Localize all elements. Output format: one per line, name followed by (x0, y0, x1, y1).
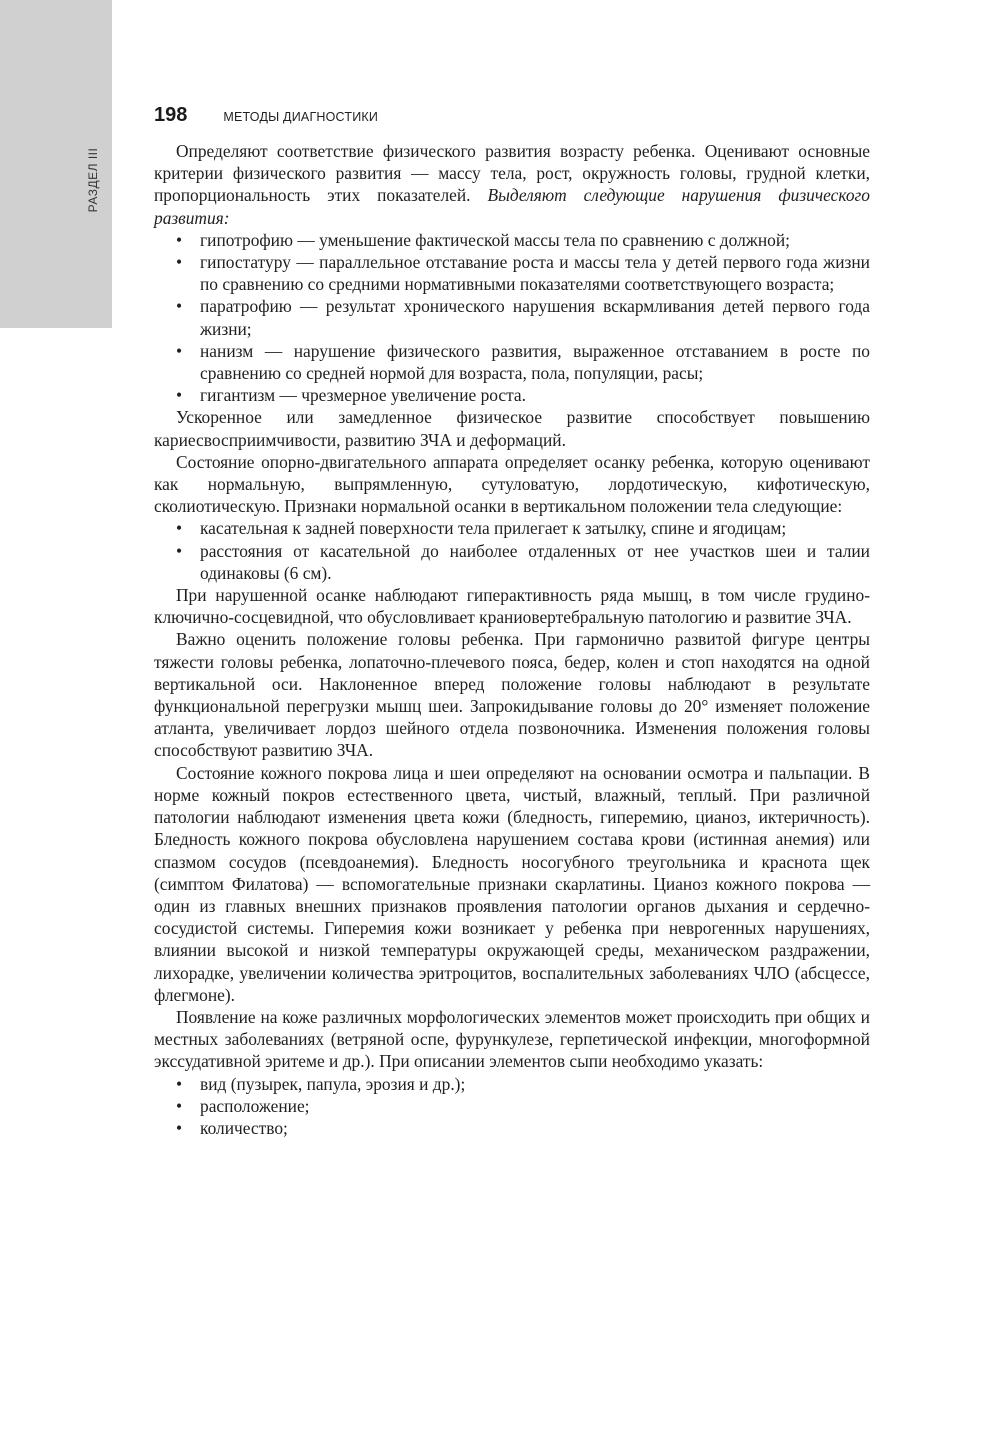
list-item: • расстояния от касательной до наиболее отдаленных от нее участков шеи и талии одинаковы (6 см). (154, 540, 870, 584)
paragraph-skin-condition: Состояние кожного покрова лица и шеи определяют на основании осмотра и пальпации. В норме кожный покров естественного цвета, чистый, влажный, теплый. При различной патологии наблюдают изменения цвета кожи (бледность, гиперемию, цианоз, иктеричность). Бледность кожного покрова обусловлена нарушением состава крови (истинная анемия) или спазмом сосудов (псевдоанемия). Бледность носогубного треугольника и краснота щек (симптом Филатова) — вспомогательные признаки скарлатины. Цианоз кожного покрова — один из главных внешних признаков проявления патологии органов дыхания и сердечно-сосудистой системы. Гиперемия кожи возникает у ребенка при неврогенных нарушениях, влиянии высокой и низкой температуры окружающей среды, механическом раздражении, лихорадке, увеличении количества эритроцитов, воспалительных заболеваниях ЧЛО (абсцессе, флегмоне). (154, 762, 870, 1005)
paragraph-head-position: Важно оценить положение головы ребенка. При гармонично развитой фигуре центры тяжести головы ребенка, лопаточно-плечевого пояса, бедер, колен и стоп находятся на одной вертикальной оси. Наклоненное вперед положение головы наблюдают в результате функциональной перегрузки мышц шеи. Запрокидывание головы до 20° изменяет положение атланта, увеличивает лордоз шейного отдела позвоночника. Изменения положения головы способствуют развитию ЗЧА. (154, 629, 870, 761)
list-item: • касательная к задней поверхности тела прилегает к затылку, спине и ягодицам; (154, 517, 870, 539)
list-posture-signs (154, 517, 870, 584)
paragraph-impaired-posture: При нарушенной осанке наблюдают гиперактивность ряда мышц, в том числе грудино-ключично-сосцевидной, что обусловливает краниовертебральную патологию и развитие ЗЧА. (154, 585, 870, 628)
paragraph-physical-development: Определяют соответствие физического развития возрасту ребенка. Оценивают основные критерии физического развития — массу тела, рост, окружность головы, грудной клетки, пропорциональность этих показателей. Выделяют следующие нарушения физического развития: (154, 141, 870, 228)
list-item: • гипостатуру — параллельное отставание роста и массы тела у детей первого года жизни по сравнению со средними нормативными показателями соответствующего возраста; (154, 251, 870, 295)
body-text (154, 140, 870, 1139)
paragraph-posture: Состояние опорно-двигательного аппарата определяет осанку ребенка, которую оценивают как нормальную, выпрямленную, сутуловатую, лордотическую, кифотическую, сколиотическую. Признаки нормальной осанки в вертикальном положении тела следующие: (154, 451, 870, 517)
list-item: • вид (пузырек, папула, эрозия и др.); (154, 1073, 870, 1095)
list-item: • гигантизм — чрезмерное увеличение роста. (154, 384, 870, 406)
page-number: 198 (154, 104, 188, 126)
list-item: • нанизм — нарушение физического развития, выраженное отставанием в росте по сравнению со средней нормой для возраста, пола, популяции, расы; (154, 340, 870, 384)
running-header (154, 104, 874, 127)
list-development-disorders (154, 229, 870, 407)
section-side-label: РАЗДЕЛ III (86, 147, 100, 213)
paragraph-morphological-elements: Появление на коже различных морфологических элементов может происходить при общих и местных заболеваниях (ветряной оспе, фурункулезе, герпетической инфекции, многоформной экссудативной эритеме и др.). При описании элементов сыпи необходимо указать: (154, 1006, 870, 1072)
paragraph-accelerated-development: Ускоренное или замедленное физическое развитие способствует повышению кариесвосприимчивости, развитию ЗЧА и деформаций. (154, 407, 870, 450)
list-item: • расположение; (154, 1095, 870, 1117)
section-side-tab (0, 0, 112, 328)
section-title: МЕТОДЫ ДИАГНОСТИКИ (223, 110, 379, 124)
italic-lead-in: Выделяют следующие нарушения физического развития: (154, 185, 870, 228)
list-item: • гипотрофию — уменьшение фактической массы тела по сравнению с должной; (154, 229, 870, 251)
list-item: • паратрофию — результат хронического нарушения вскармливания детей первого года жизни; (154, 295, 870, 339)
list-item: • количество; (154, 1117, 870, 1139)
list-rash-description (154, 1073, 870, 1140)
